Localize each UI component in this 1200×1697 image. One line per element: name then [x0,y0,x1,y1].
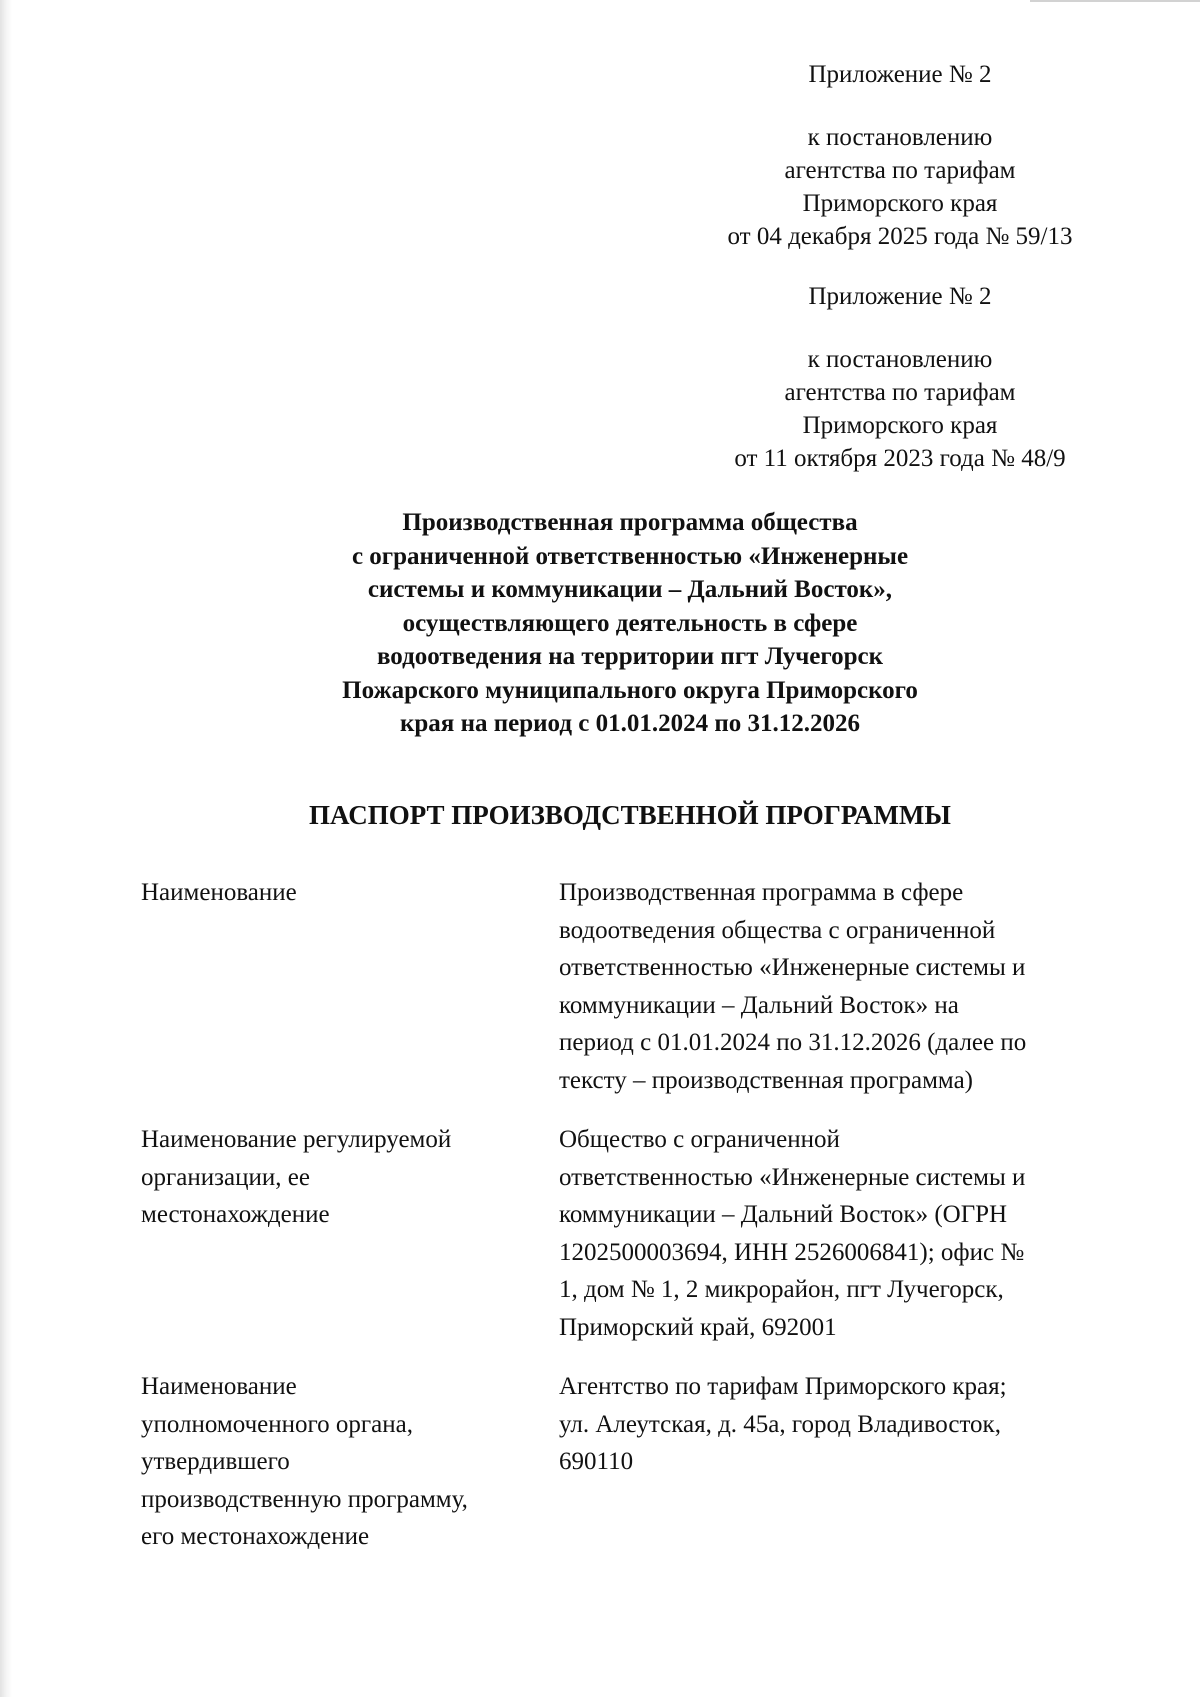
value-line: Производственная программа в сфере [559,879,964,906]
appendix-number: Приложение № 2 [808,283,992,310]
label-line: Наименование [141,879,297,906]
label-line: уполномоченного органа, [141,1410,413,1438]
scan-left-edge [0,0,12,1697]
passport-row-label [141,1121,559,1368]
appendix-line: Приморского края [802,190,998,217]
appendix-line: Приморского края [802,412,998,439]
passport-row-name [141,874,1126,1121]
program-title [190,506,1070,741]
value-line: Общество с ограниченной [559,1126,840,1153]
value-line: Приморский край, 692001 [559,1313,837,1341]
passport-row-value [559,874,1126,1121]
appendix-line: агентства по тарифам [784,379,1016,406]
passport-row-value [559,1368,1126,1578]
program-title-line: с ограниченной ответственностью «Инженерные [351,542,909,570]
value-line: 690110 [559,1448,634,1475]
appendix-block-previous [640,280,1160,475]
passport-table [141,874,1126,1578]
passport-row-authority [141,1368,1126,1578]
program-title-line: Пожарского муниципального округа Приморского [342,676,918,704]
program-title-line: Производственная программа общества [402,509,858,536]
label-line: Наименование [141,1373,297,1400]
value-line: тексту – производственная программа) [559,1066,974,1094]
passport-row-label [141,874,559,1121]
appendix-block-current [640,58,1160,253]
appendix-line: к постановлению [807,346,993,373]
value-line: ответственностью «Инженерные системы и [559,1163,1026,1191]
program-title-line: системы и коммуникации – Дальний Восток», [367,576,893,603]
appendix-date-line: от 04 декабря 2025 года № 59/13 [727,223,1073,250]
program-title-line: осуществляющего деятельность в сфере [402,609,858,637]
label-line: Наименование регулируемой [141,1126,452,1153]
value-line: ответственностью «Инженерные системы и [559,954,1026,981]
value-line: ул. Алеутская, д. 45а, город Владивосток, [559,1410,1001,1438]
appendix-date-line: от 11 октября 2023 года № 48/9 [734,445,1066,472]
label-line: организации, ее [141,1163,310,1191]
appendix-number: Приложение № 2 [808,61,992,88]
passport-row-value [559,1121,1126,1368]
passport-row-label [141,1368,559,1578]
appendix-line: к постановлению [807,124,993,151]
program-title-line: водоотведения на территории пгт Лучегорск [376,643,884,670]
label-line: его местонахождение [141,1523,370,1550]
value-line: Агентство по тарифам Приморского края; [559,1373,1007,1400]
passport-row-organization [141,1121,1126,1368]
label-line: производственную программу, [141,1485,468,1513]
value-line: период с 01.01.2024 по 31.12.2026 (далее по [559,1029,1027,1056]
program-title-line: края на период с 01.01.2024 по 31.12.2026 [400,710,860,737]
value-line: 1, дом № 1, 2 микрорайон, пгт Лучегорск, [559,1276,1004,1303]
value-line: водоотведения общества с ограниченной [559,916,996,944]
appendix-line: агентства по тарифам [784,157,1016,184]
value-line: коммуникации – Дальний Восток» (ОГРН [559,1201,1008,1228]
scan-top-edge [1030,0,1200,2]
passport-heading: ПАСПОРТ ПРОИЗВОДСТВЕННОЙ ПРОГРАММЫ [309,800,951,830]
value-line: 1202500003694, ИНН 2526006841); офис № [559,1238,1025,1266]
label-line: утвердившего [141,1448,290,1475]
label-line: местонахождение [141,1201,330,1228]
value-line: коммуникации – Дальний Восток» на [559,991,959,1019]
